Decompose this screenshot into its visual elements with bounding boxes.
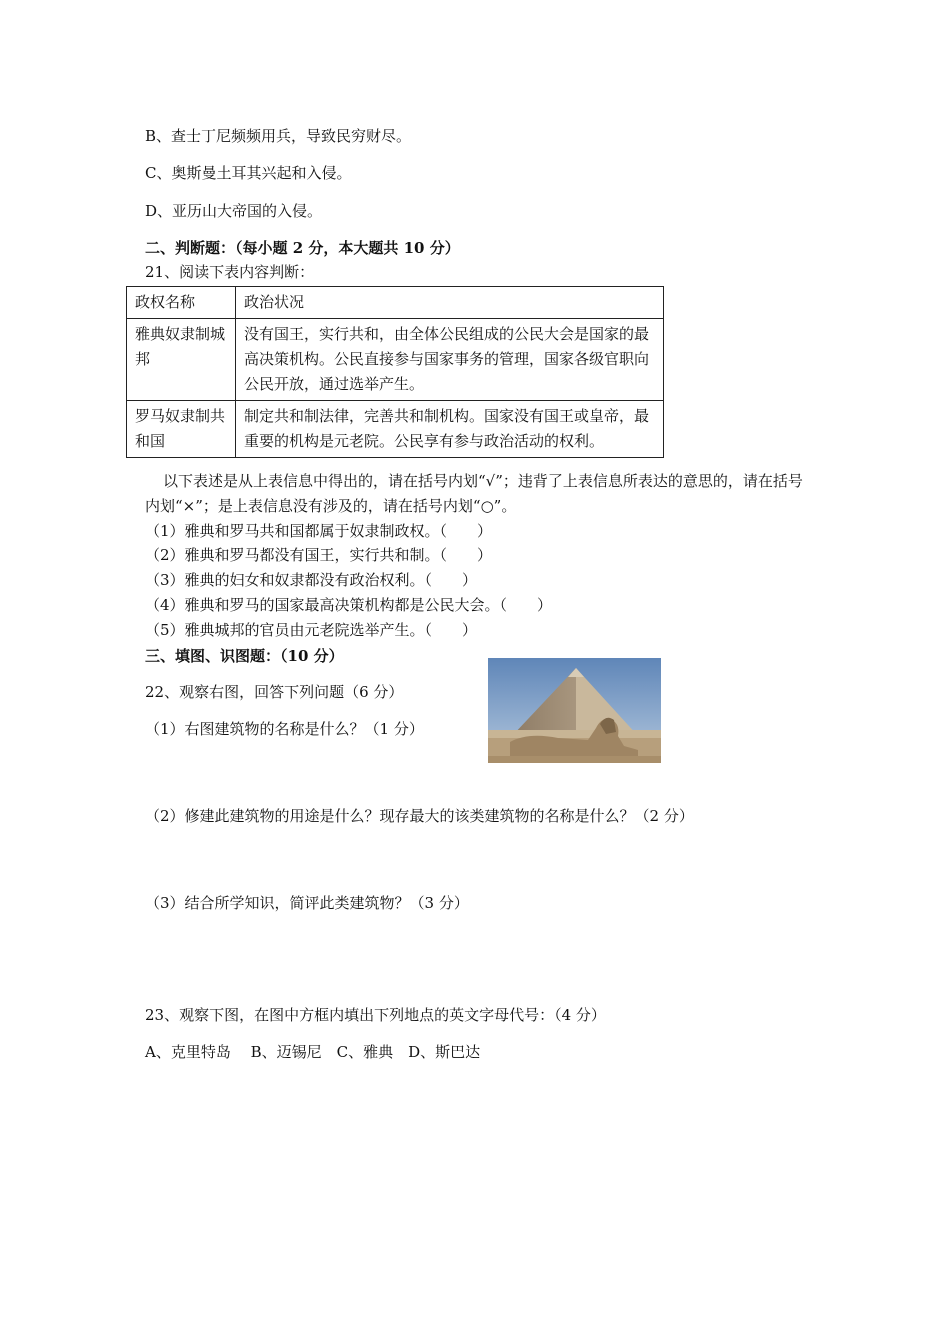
- table-cell-name: 雅典奴隶制城邦: [127, 319, 236, 401]
- q23-prompt: 23、观察下图，在图中方框内填出下列地点的英文字母代号：（4 分）: [145, 1006, 606, 1024]
- table-header-cell: 政治状况: [236, 287, 664, 319]
- statement-item: （4）雅典和罗马的国家最高决策机构都是公民大会。（ ）: [145, 596, 553, 614]
- option-b: B、查士丁尼频频用兵，导致民穷财尽。: [145, 127, 412, 145]
- section3-heading: 三、填图、识图题：（10 分）: [145, 647, 344, 665]
- table-header-row: [127, 287, 664, 319]
- table-row: [127, 319, 664, 401]
- q22-part3: （3）结合所学知识，简评此类建筑物？（3 分）: [145, 894, 469, 912]
- table-cell-desc: 没有国王，实行共和，由全体公民组成的公民大会是国家的最高决策机构。公民直接参与国家事务的管理，国家各级官职向公民开放，通过选举产生。: [236, 319, 664, 401]
- regime-table: [126, 286, 664, 458]
- table-row: [127, 401, 664, 458]
- statement-item: （2）雅典和罗马都没有国王，实行共和制。（ ）: [145, 546, 493, 564]
- table-cell-name: 罗马奴隶制共和国: [127, 401, 236, 458]
- option-d: D、亚历山大帝国的入侵。: [145, 202, 323, 220]
- instruction-text: 以下表述是从上表信息中得出的，请在括号内划“√”；违背了上表信息所表达的意思的，请在括号内划“×”；是上表信息没有涉及的，请在括号内划“○”。: [145, 472, 803, 515]
- statement-item: （5）雅典城邦的官员由元老院选举产生。（ ）: [145, 621, 478, 639]
- q22-prompt: 22、观察右图，回答下列问题（6 分）: [145, 683, 404, 701]
- instruction-paragraph: [145, 469, 810, 519]
- pyramid-sphinx-photo: [488, 658, 661, 763]
- section2-heading: 二、判断题：（每小题 2 分，本大题共 10 分）: [145, 239, 460, 257]
- statement-item: （1）雅典和罗马共和国都属于奴隶制政权。（ ）: [145, 522, 493, 540]
- q23-options: A、克里特岛 B、迈锡尼 C、雅典 D、斯巴达: [145, 1043, 481, 1061]
- q21-intro: 21、阅读下表内容判断：: [145, 263, 315, 281]
- statement-item: （3）雅典的妇女和奴隶都没有政治权利。（ ）: [145, 571, 478, 589]
- option-c: C、奥斯曼土耳其兴起和入侵。: [145, 164, 352, 182]
- q22-part1: （1）右图建筑物的名称是什么？（1 分）: [145, 720, 424, 738]
- q22-part2: （2）修建此建筑物的用途是什么？现存最大的该类建筑物的名称是什么？（2 分）: [145, 807, 694, 825]
- table-header-cell: 政权名称: [127, 287, 236, 319]
- table-cell-desc: 制定共和制法律，完善共和制机构。国家没有国王或皇帝，最重要的机构是元老院。公民享有参与政治活动的权利。: [236, 401, 664, 458]
